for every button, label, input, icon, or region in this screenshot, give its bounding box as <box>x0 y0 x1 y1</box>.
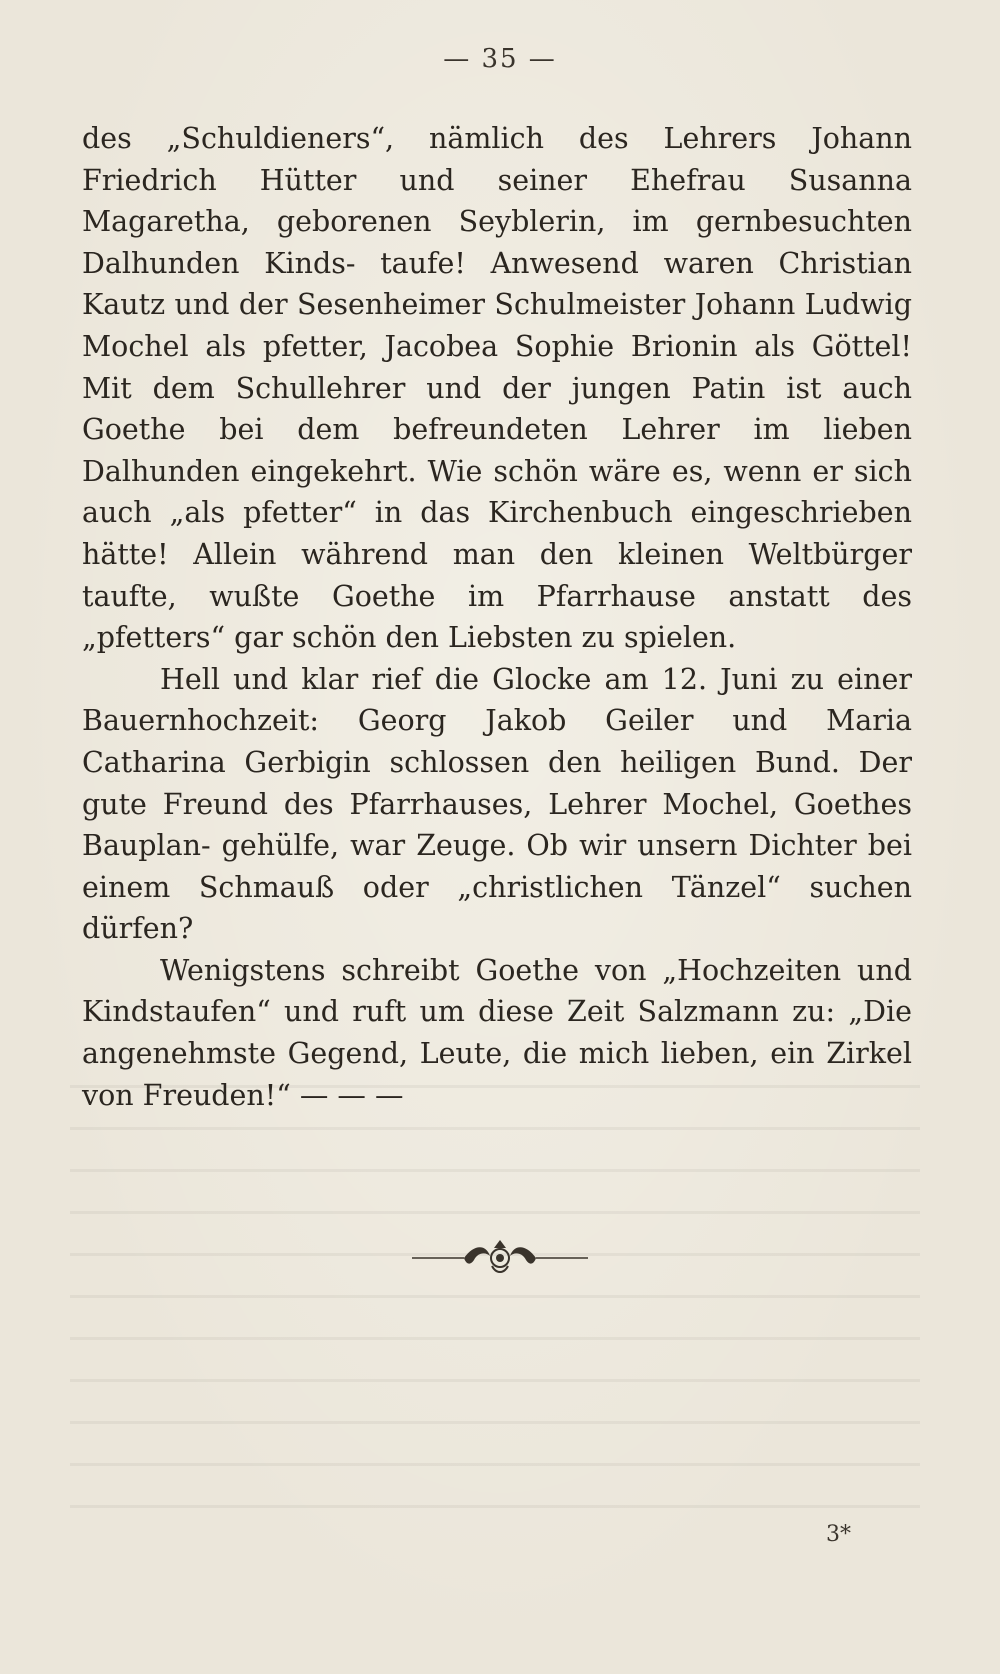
paragraph-3: Wenigstens schreibt Goethe von „Hochzeiten und Kindstaufen“ und ruft um diese Zeit Salzmann zu: „Die angenehmste Gegend, Leute, die mich lieben, ein Zirkel von Freuden!“ — — — <box>82 953 912 1112</box>
page-number-header: — 35 — <box>443 44 557 74</box>
ornament-vignette <box>408 1236 592 1280</box>
paragraph-2: Hell und klar rief die Glocke am 12. Juni zu einer Bauernhochzeit: Georg Jakob Geiler und Maria Catharina Gerbigin schlossen den heiligen Bund. Der gute Freund des Pfarrhauses, Lehrer Mochel, Goethes Bauplan- gehülfe, war Zeuge. Ob wir unsern Dichter bei einem Schmauß oder „christlichen Tänzel“ suchen dürfen? <box>82 662 912 946</box>
body-text <box>82 118 912 1116</box>
signature-mark: 3* <box>826 1522 851 1547</box>
paragraph-1: des „Schuldieners“, nämlich des Lehrers Johann Friedrich Hütter und seiner Ehefrau Susanna Magaretha, geborenen Seyblerin, im gernbesuchten Dalhunden Kinds- taufe! Anwesend waren Christian Kautz und der Sesenheimer Schulmeister Johann Ludwig Mochel als pfetter, Jacobea Sophie Brionin als Göttel! Mit dem Schullehrer und der jungen Patin ist auch Goethe bei dem befreundeten Lehrer im lieben Dalhunden eingekehrt. Wie schön wäre es, wenn er sich auch „als pfetter“ in das Kirchenbuch eingeschrieben hätte! Allein während man den kleinen Weltbürger taufte, wußte Goethe im Pfarrhause anstatt des „pfetters“ gar schön den Liebsten zu spielen. <box>82 122 912 655</box>
show-through-text <box>70 1085 920 1515</box>
